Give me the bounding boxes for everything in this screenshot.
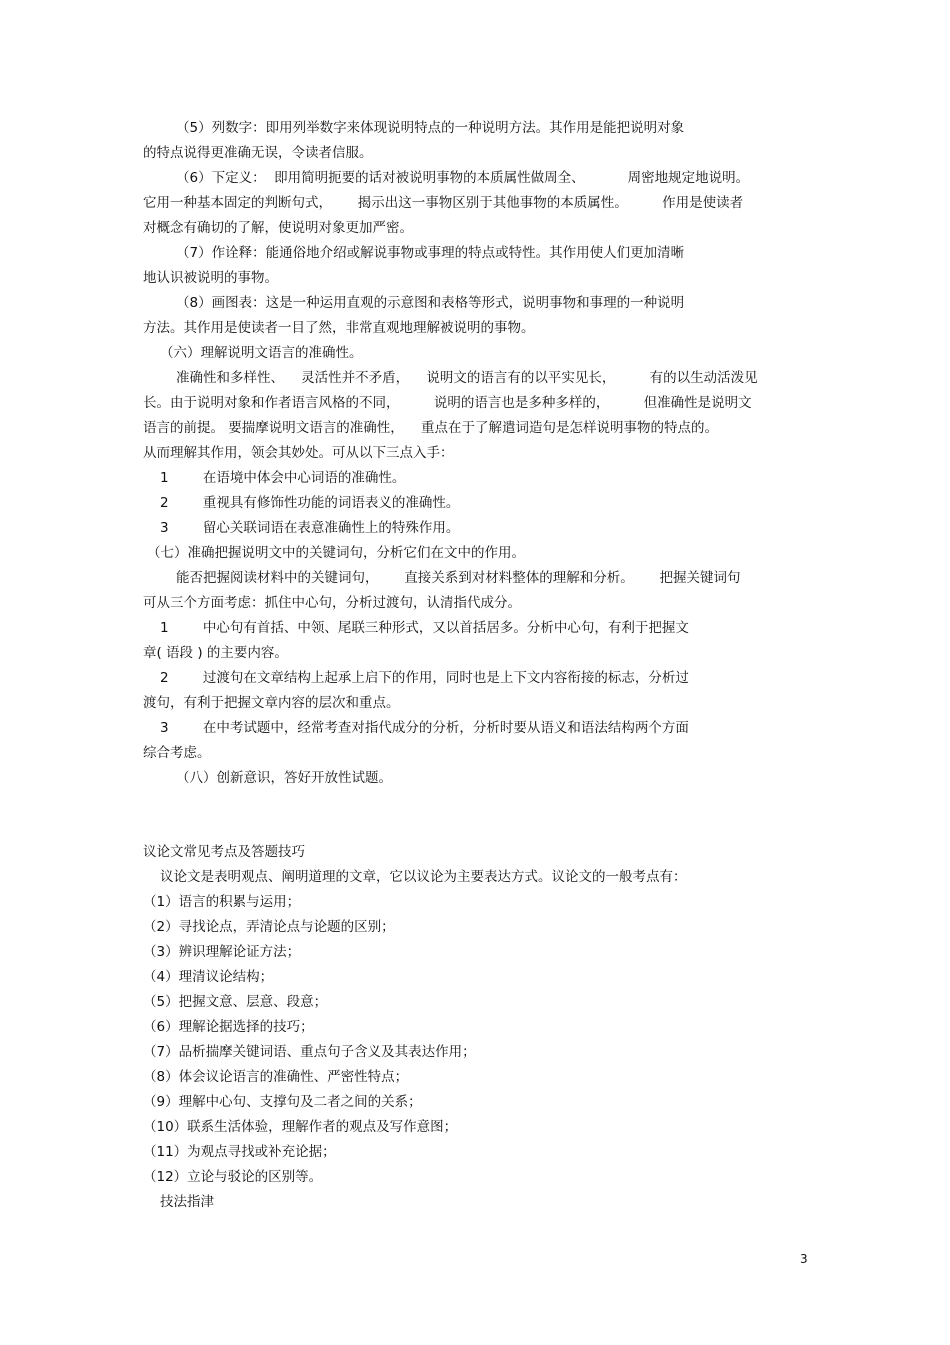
list-item: （3）辨识理解论证方法； — [143, 944, 301, 960]
text-line: 可从三个方面考虑：抓住中心句，分析过渡句，认清指代成分。 — [143, 595, 521, 611]
list-item: （6）理解论据选择的技巧； — [143, 1019, 314, 1035]
text-line: 议论文是表明观点、阐明道理的文章，它以议论为主要表达方式。议论文的一般考点有： — [160, 869, 687, 885]
list-item: （12）立论与驳论的区别等。 — [143, 1169, 323, 1185]
section-heading: （六）理解说明文语言的准确性。 — [160, 345, 363, 361]
list-item: （4）理清议论结构； — [143, 969, 274, 985]
list-item: （10）联系生活体验，理解作者的观点及写作意图； — [143, 1119, 458, 1135]
text-line: （6）下定义： 即用简明扼要的话对被说明事物的本质属性做周全、 周密地规定地说明。 — [176, 170, 750, 186]
list-item: 1 在语境中体会中心词语的准确性。 — [160, 470, 406, 486]
list-item: （8）体会议论语言的准确性、严密性特点； — [143, 1069, 409, 1085]
text-line: 对概念有确切的了解，使说明对象更加严密。 — [143, 220, 413, 236]
text-line: 语言的前提。 要揣摩说明文语言的准确性， 重点在于了解遣词造句是怎样说明事物的特点的。 — [143, 420, 718, 436]
list-item: （9）理解中心句、支撑句及二者之间的关系； — [143, 1094, 422, 1110]
section-title: 议论文常见考点及答题技巧 — [143, 844, 305, 860]
list-item: 1 中心句有首括、中领、尾联三种形式，又以首括居多。分析中心句，有利于把握文 — [160, 620, 689, 636]
list-item: 2 重视具有修饰性功能的词语表义的准确性。 — [160, 495, 460, 511]
text-line: 综合考虑。 — [143, 745, 211, 761]
list-item: 2 过渡句在文章结构上起承上启下的作用，同时也是上下文内容衔接的标志，分析过 — [160, 670, 689, 686]
text-line: 从而理解其作用，领会其妙处。可从以下三点入手： — [143, 445, 454, 461]
text-line: 长。由于说明对象和作者语言风格的不同， 说明的语言也是多种多样的， 但准确性是说明文 — [143, 395, 752, 411]
list-item: 3 在中考试题中，经常考查对指代成分的分析，分析时要从语义和语法结构两个方面 — [160, 720, 689, 736]
text-line: 章( 语段 ) 的主要内容。 — [143, 645, 288, 661]
text-line: 它用一种基本固定的判断句式， 揭示出这一事物区别于其他事物的本质属性。 作用是使读者 — [143, 195, 744, 211]
section-heading: （八）创新意识，答好开放性试题。 — [176, 770, 392, 786]
list-item: 3 留心关联词语在表意准确性上的特殊作用。 — [160, 520, 460, 536]
text-line: （7）作诠释：能通俗地介绍或解说事物或事理的特点或特性。其作用使人们更加清晰 — [176, 245, 685, 261]
text-line: 准确性和多样性、 灵活性并不矛盾， 说明文的语言有的以平实见长， 有的以生动活泼见 — [176, 370, 758, 386]
text-line: 方法。其作用是使读者一目了然，非常直观地理解被说明的事物。 — [143, 320, 535, 336]
text-line: 的特点说得更准确无误，令读者信服。 — [143, 145, 373, 161]
page-number: 3 — [800, 1252, 808, 1266]
subsection-heading: 技法指津 — [160, 1194, 214, 1210]
section-heading: （七）准确把握说明文中的关键词句，分析它们在文中的作用。 — [147, 545, 525, 561]
list-item: （2）寻找论点，弄清论点与论题的区别； — [143, 919, 395, 935]
list-item: （1）语言的积累与运用； — [143, 894, 301, 910]
list-item: （5）把握文意、层意、段意； — [143, 994, 328, 1010]
text-line: 能否把握阅读材料中的关键词句， 直接关系到对材料整体的理解和分析。 把握关键词句 — [176, 570, 741, 586]
list-item: （7）品析揣摩关键词语、重点句子含义及其表达作用； — [143, 1044, 476, 1060]
text-line: 渡句，有利于把握文章内容的层次和重点。 — [143, 695, 400, 711]
text-line: 地认识被说明的事物。 — [143, 270, 278, 286]
list-item: （11）为观点寻找或补充论据； — [143, 1144, 336, 1160]
text-line: （5）列数字：即用列举数字来体现说明特点的一种说明方法。其作用是能把说明对象 — [176, 120, 685, 136]
text-line: （8）画图表：这是一种运用直观的示意图和表格等形式，说明事物和事理的一种说明 — [176, 295, 685, 311]
